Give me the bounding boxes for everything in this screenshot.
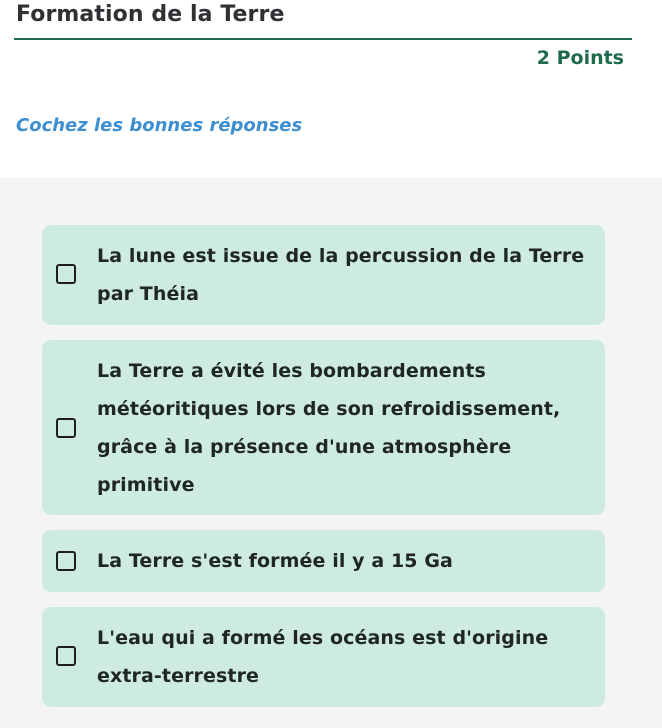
title-divider	[14, 38, 632, 40]
answer-option-4[interactable]	[42, 607, 605, 707]
answer-text-4: L'eau qui a formé les océans est d'origine extra-terrestre	[97, 627, 549, 687]
answer-option-1[interactable]	[42, 225, 605, 325]
answer-text-3: La Terre s'est formée il y a 15 Ga	[97, 550, 453, 572]
answer-text-1: La lune est issue de la percussion de la Terre par Théia	[97, 245, 585, 305]
answer-option-3[interactable]	[42, 530, 605, 592]
points-label: 2 Points	[536, 47, 624, 69]
question-header	[0, 0, 662, 178]
checkbox-1[interactable]	[56, 264, 76, 284]
instruction-text: Cochez les bonnes réponses	[16, 115, 303, 136]
answer-text-2: La Terre a évité les bombardements météoritiques lors de son refroidissement, grâce à la présence d'une atmosphère primitive	[97, 360, 561, 496]
question-title: Formation de la Terre	[16, 2, 285, 27]
answers-area	[0, 178, 662, 728]
checkbox-2[interactable]	[56, 418, 76, 438]
answer-option-2[interactable]	[42, 340, 605, 515]
checkbox-4[interactable]	[56, 646, 76, 666]
checkbox-3[interactable]	[56, 551, 76, 571]
